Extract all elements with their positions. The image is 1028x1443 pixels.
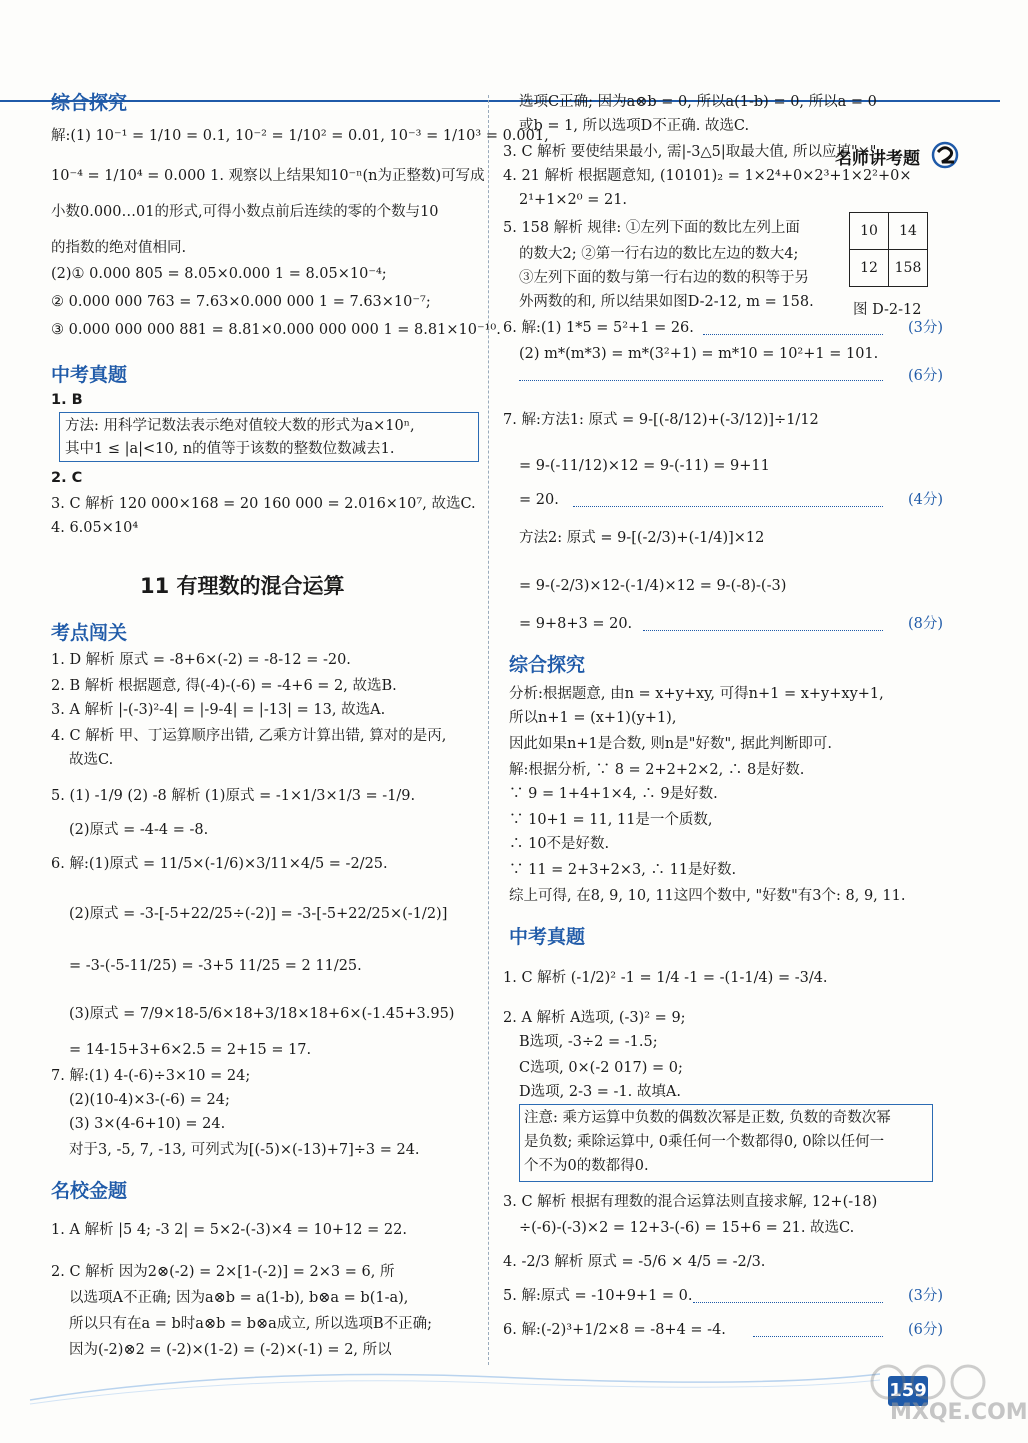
header-title: 名师讲考题	[835, 149, 920, 169]
answer-line: 6. 解:(-2)³+1/2×8 = -8+4 = -4.	[503, 1322, 726, 1338]
note-text: 个不为0的数都得0.	[524, 1158, 649, 1174]
answer-line: 以选项A不正确; 因为a⊗b = a(1-b), b⊗a = b(1-a),	[69, 1290, 409, 1306]
text-line: ③ 0.000 000 000 881 = 8.81×0.000 000 000 1 = 8.81×10⁻¹⁰.	[51, 322, 501, 338]
section-heading: 综合探究	[51, 92, 128, 114]
section-heading: 考点闯关	[51, 622, 128, 644]
figure-caption: 图 D-2-12	[853, 302, 922, 318]
grid-cell: 14	[889, 213, 928, 250]
text-line: 10⁻⁴ = 1/10⁴ = 0.000 1. 观察以上结果知10⁻ⁿ(n为正整数)可写成	[51, 168, 485, 184]
answer-line: 1. D 解析 原式 = -8+6×(-2) = -8-12 = -20.	[51, 652, 351, 668]
text-line: ② 0.000 000 763 = 7.63×0.000 000 1 = 7.63×10⁻⁷;	[51, 294, 431, 310]
answer-line: 2. B 解析 根据题意, 得(-4)-(-6) = -4+6 = 2, 故选B.	[51, 678, 397, 694]
method-text: 方法: 用科学记数法表示绝对值较大数的形式为a×10ⁿ,	[65, 418, 415, 434]
answer-line: 2. C 解析 因为2⊗(-2) = 2×[1-(-2)] = 2×3 = 6, 所	[51, 1264, 395, 1280]
text-line: 的指数的绝对值相同.	[51, 240, 187, 256]
method-box	[59, 412, 479, 462]
solution-line: ∵ 11 = 2+3+2×3, ∴ 11是好数.	[509, 862, 737, 878]
footer-wave	[0, 1360, 1000, 1443]
answer-line: = 14-15+3+6×2.5 = 2+15 = 17.	[69, 1042, 312, 1058]
watermark-logo-icon	[868, 1362, 998, 1402]
answer-line: 选项C正确; 因为a⊗b = 0, 所以a(1-b) = 0, 所以a = 0	[519, 94, 877, 110]
score-mark: (6分)	[907, 368, 943, 384]
dotted-leader	[519, 380, 883, 381]
answer-line: 对于3, -5, 7, -13, 可列式为[(-5)×(-13)+7]÷3 = 24.	[69, 1142, 420, 1158]
answer-line: (2)(10-4)×3-(-6) = 24;	[69, 1092, 230, 1108]
answer-line: 2. A 解析 A选项, (-3)² = 9;	[503, 1010, 686, 1026]
answer-line: (2)原式 = -4-4 = -8.	[69, 822, 209, 838]
answer-line: 4. -2/3 解析 原式 = -5/6 × 4/5 = -2/3.	[503, 1254, 766, 1270]
answer-line: 所以只有在a = b时a⊗b = b⊗a成立, 所以选项B不正确;	[69, 1316, 433, 1332]
answer-line: ③左列下面的数与第一行右边的数的积等于另	[519, 270, 809, 286]
answer-line: 4. 6.05×10⁴	[51, 520, 139, 536]
answer-line: 外两数的和, 所以结果如图D-2-12, m = 158.	[519, 294, 814, 310]
answer-line: (2) m*(m*3) = m*(3²+1) = m*10 = 10²+1 = 101.	[519, 346, 879, 362]
note-text: 是负数; 乘除运算中, 0乘任何一个数都得0, 0除以任何一	[524, 1134, 885, 1150]
solution-line: ∵ 9 = 1+4+1×4, ∴ 9是好数.	[509, 786, 718, 802]
solution-line: ∵ 10+1 = 11, 11是一个质数,	[509, 812, 713, 828]
method-text: 其中1 ≤ |a|<10, n的值等于该数的整数位数减去1.	[65, 441, 395, 457]
grid-cell: 12	[850, 250, 889, 287]
analysis-line: 因此如果n+1是合数, 则n是"好数", 据此判断即可.	[509, 736, 832, 752]
answer-line: 因为(-2)⊗2 = (-2)×(1-2) = (-2)×(-1) = 2, 所以	[69, 1342, 392, 1358]
answer-line: 的数大2; ②第一行右边的数比左边的数大4;	[519, 246, 799, 262]
chapter-title: 11 有理数的混合运算	[140, 574, 345, 598]
analysis-line: 所以n+1 = (x+1)(y+1),	[509, 710, 677, 726]
answer-line: 6. 解:(1)原式 = 11/5×(-1/6)×3/11×4/5 = -2/25.	[51, 856, 388, 872]
answer-line: 5. 解:原式 = -10+9+1 = 0.	[503, 1288, 693, 1304]
answer-line: (2)原式 = -3-[-5+22/25÷(-2)] = -3-[-5+22/25×(-1/2)]	[69, 906, 448, 922]
answer-line: = 9+8+3 = 20.	[519, 616, 633, 632]
solution-line: ∴ 10不是好数.	[509, 836, 610, 852]
solution-line: 综上可得, 在8, 9, 10, 11这四个数中, "好数"有3个: 8, 9, 11.	[509, 888, 906, 904]
dotted-leader	[693, 1302, 883, 1303]
answer-line: = 20.	[519, 492, 559, 508]
analysis-line: 分析:根据题意, 由n = x+y+xy, 可得n+1 = x+y+xy+1,	[509, 686, 884, 702]
answer-line: 3. C 解析 根据有理数的混合运算法则直接求解, 12+(-18)	[503, 1194, 878, 1210]
column-divider	[488, 95, 490, 1365]
answer-line: 7. 解:方法1: 原式 = 9-[(-8/12)+(-3/12)]÷1/12	[503, 412, 819, 428]
answer-line: = -3-(-5-11/25) = -3+5 11/25 = 2 11/25.	[69, 958, 362, 974]
answer-line: (3) 3×(4-6+10) = 24.	[69, 1116, 226, 1132]
answer-line: 3. A 解析 |-(-3)²-4| = |-9-4| = |-13| = 13, 故选A.	[51, 702, 386, 718]
answer-line: 1. C 解析 (-1/2)² -1 = 1/4 -1 = -(1-1/4) = -3/4.	[503, 970, 828, 986]
watermark-text: MXQE.COM	[890, 1400, 1028, 1425]
answer-line: 方法2: 原式 = 9-[(-2/3)+(-1/4)]×12	[519, 530, 765, 546]
answer-line: D选项, 2-3 = -1. 故填A.	[519, 1084, 681, 1100]
answer-line: 3. C 解析 要使结果最小, 需|-3△5|取最大值, 所以应填"×".	[503, 144, 882, 160]
answer-line: C选项, 0×(-2 017) = 0;	[519, 1060, 683, 1076]
note-text: 注意: 乘方运算中负数的偶数次幂是正数, 负数的奇数次幂	[524, 1110, 891, 1126]
answer-line: B选项, -3÷2 = -1.5;	[519, 1034, 658, 1050]
answer-line: 3. C 解析 120 000×168 = 20 160 000 = 2.016×10⁷, 故选C.	[51, 496, 476, 512]
answer-line: 4. 21 解析 根据题意知, (10101)₂ = 1×2⁴+0×2³+1×2²+0×	[503, 168, 912, 184]
answer-line: 2¹+1×2⁰ = 21.	[519, 192, 628, 208]
text-line: 小数0.000…01的形式,可得小数点前后连续的零的个数与10	[51, 204, 439, 220]
score-mark: (8分)	[907, 616, 943, 632]
answer-line: 6. 解:(1) 1*5 = 5²+1 = 26.	[503, 320, 694, 336]
text-line: (2)① 0.000 805 = 8.05×0.000 1 = 8.05×10⁻⁴;	[51, 266, 387, 282]
dotted-leader	[753, 1336, 883, 1337]
dotted-leader	[703, 334, 883, 335]
section-heading: 名校金题	[51, 1180, 128, 1202]
score-mark: (3分)	[907, 1288, 943, 1304]
note-box	[519, 1104, 933, 1182]
grid-cell: 158	[889, 250, 928, 287]
page-number: 159	[888, 1376, 928, 1406]
text-line: 解:(1) 10⁻¹ = 1/10 = 0.1, 10⁻² = 1/10² = 0.01, 10⁻³ = 1/10³ = 0.001,	[51, 128, 549, 144]
answer-line: ÷(-6)-(-3)×2 = 12+3-(-6) = 15+6 = 21. 故选C.	[519, 1220, 855, 1236]
dotted-leader	[643, 630, 883, 631]
section-heading: 综合探究	[509, 654, 586, 676]
answer-line: 5. (1) -1/9 (2) -8 解析 (1)原式 = -1×1/3×1/3 = -1/9.	[51, 788, 416, 804]
dotted-leader	[573, 506, 883, 507]
section-heading: 中考真题	[509, 926, 586, 948]
answer-line: = 9-(-2/3)×12-(-1/4)×12 = 9-(-8)-(-3)	[519, 578, 787, 594]
answer-line: 2. C	[51, 470, 83, 486]
answer-line: = 9-(-11/12)×12 = 9-(-11) = 9+11	[519, 458, 770, 474]
answer-line: 1. A 解析 |5 4; -3 2| = 5×2-(-3)×4 = 10+12 = 22.	[51, 1222, 407, 1238]
solution-line: 解:根据分析, ∵ 8 = 2+2+2×2, ∴ 8是好数.	[509, 762, 805, 778]
answer-line: 7. 解:(1) 4-(-6)÷3×10 = 24;	[51, 1068, 251, 1084]
answer-line: 5. 158 解析 规律: ①左列下面的数比左列上面	[503, 220, 800, 236]
answer-line: 1. B	[51, 392, 83, 408]
score-mark: (3分)	[907, 320, 943, 336]
section-heading: 中考真题	[51, 364, 128, 386]
answer-line: (3)原式 = 7/9×18-5/6×18+3/18×18+6×(-1.45+3.95)	[69, 1006, 455, 1022]
score-mark: (4分)	[907, 492, 943, 508]
score-mark: (6分)	[907, 1322, 943, 1338]
answer-grid	[849, 212, 928, 287]
answer-line: 故选C.	[69, 752, 114, 768]
answer-line: 或b = 1, 所以选项D不正确. 故选C.	[519, 118, 750, 134]
answer-line: 4. C 解析 甲、丁运算顺序出错, 乙乘方计算出错, 算对的是丙,	[51, 728, 447, 744]
series-logo-icon	[930, 140, 964, 170]
grid-cell: 10	[850, 213, 889, 250]
